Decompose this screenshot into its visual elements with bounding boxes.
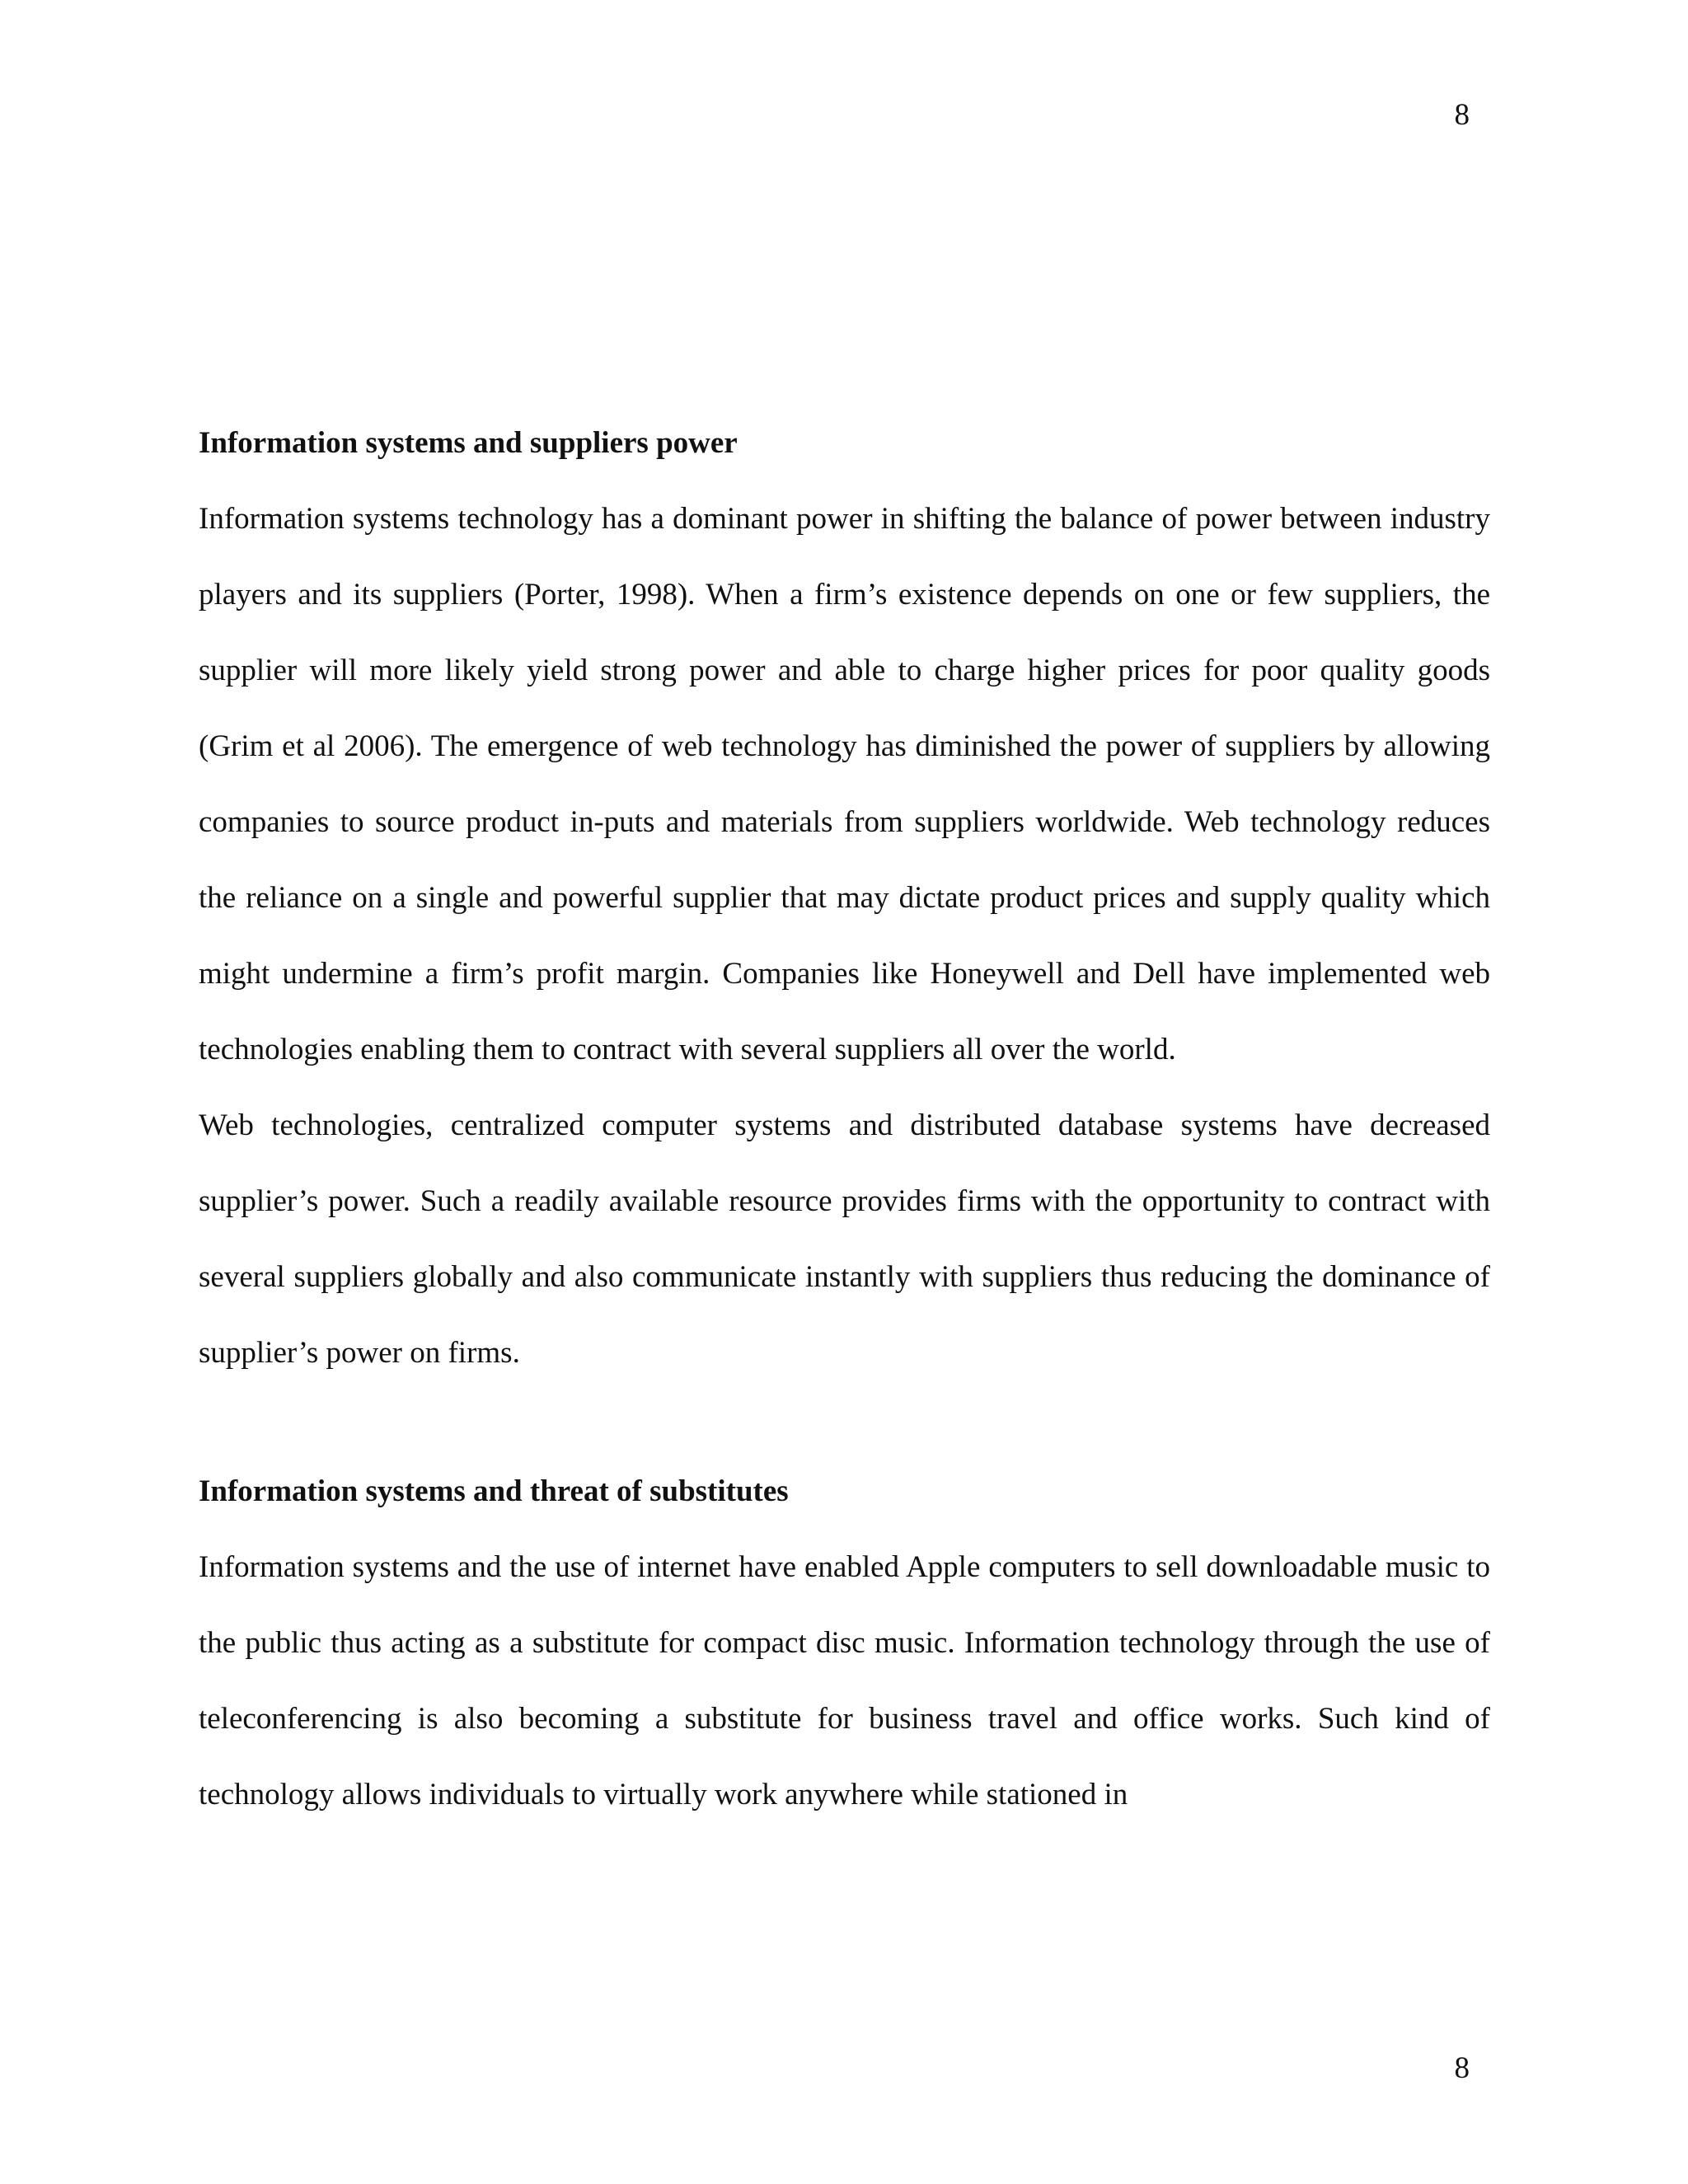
paragraph: Information systems technology has a dominant power in shifting the balance of power between industry players and its suppliers (Porter, 1998). When a firm’s existence depends on one or few suppliers, the supplier will more likely yield strong power and able to charge higher prices for poor quality goods (Grim et al 2006). The emergence of web technology has diminished the power of suppliers by allowing companies to source product in-puts and materials from suppliers worldwide. Web technology reduces the reliance on a single and powerful supplier that may dictate product prices and supply quality which might undermine a firm’s profit margin. Companies like Honeywell and Dell have implemented web technologies enabling them to contract with several suppliers all over the world.: [199, 502, 1490, 1066]
document-body: [199, 422, 1490, 1833]
page-number-top: 8: [1454, 98, 1470, 132]
paragraph: Information systems and the use of internet have enabled Apple computers to sell downloadable music to the public thus acting as a substitute for compact disc music. Information technology through the use of teleconferencing is also becoming a substitute for business travel and office works. Such kind of technology allows individuals to virtually work anywhere while stationed in: [199, 1550, 1490, 1811]
section-threat-of-substitutes: [199, 1470, 1490, 1833]
section-suppliers-power: [199, 422, 1490, 1391]
section-spacer: [199, 1391, 1490, 1470]
page-number-bottom: 8: [1454, 2051, 1470, 2085]
section-heading: Information systems and threat of substitutes: [199, 1474, 789, 1508]
section-heading: Information systems and suppliers power: [199, 426, 738, 460]
paragraph: Web technologies, centralized computer systems and distributed database systems have decreased supplier’s power. Such a readily available resource provides firms with the opportunity to contract with several suppliers globally and also communicate instantly with suppliers thus reducing the dominance of supplier’s power on firms.: [199, 1108, 1490, 1370]
